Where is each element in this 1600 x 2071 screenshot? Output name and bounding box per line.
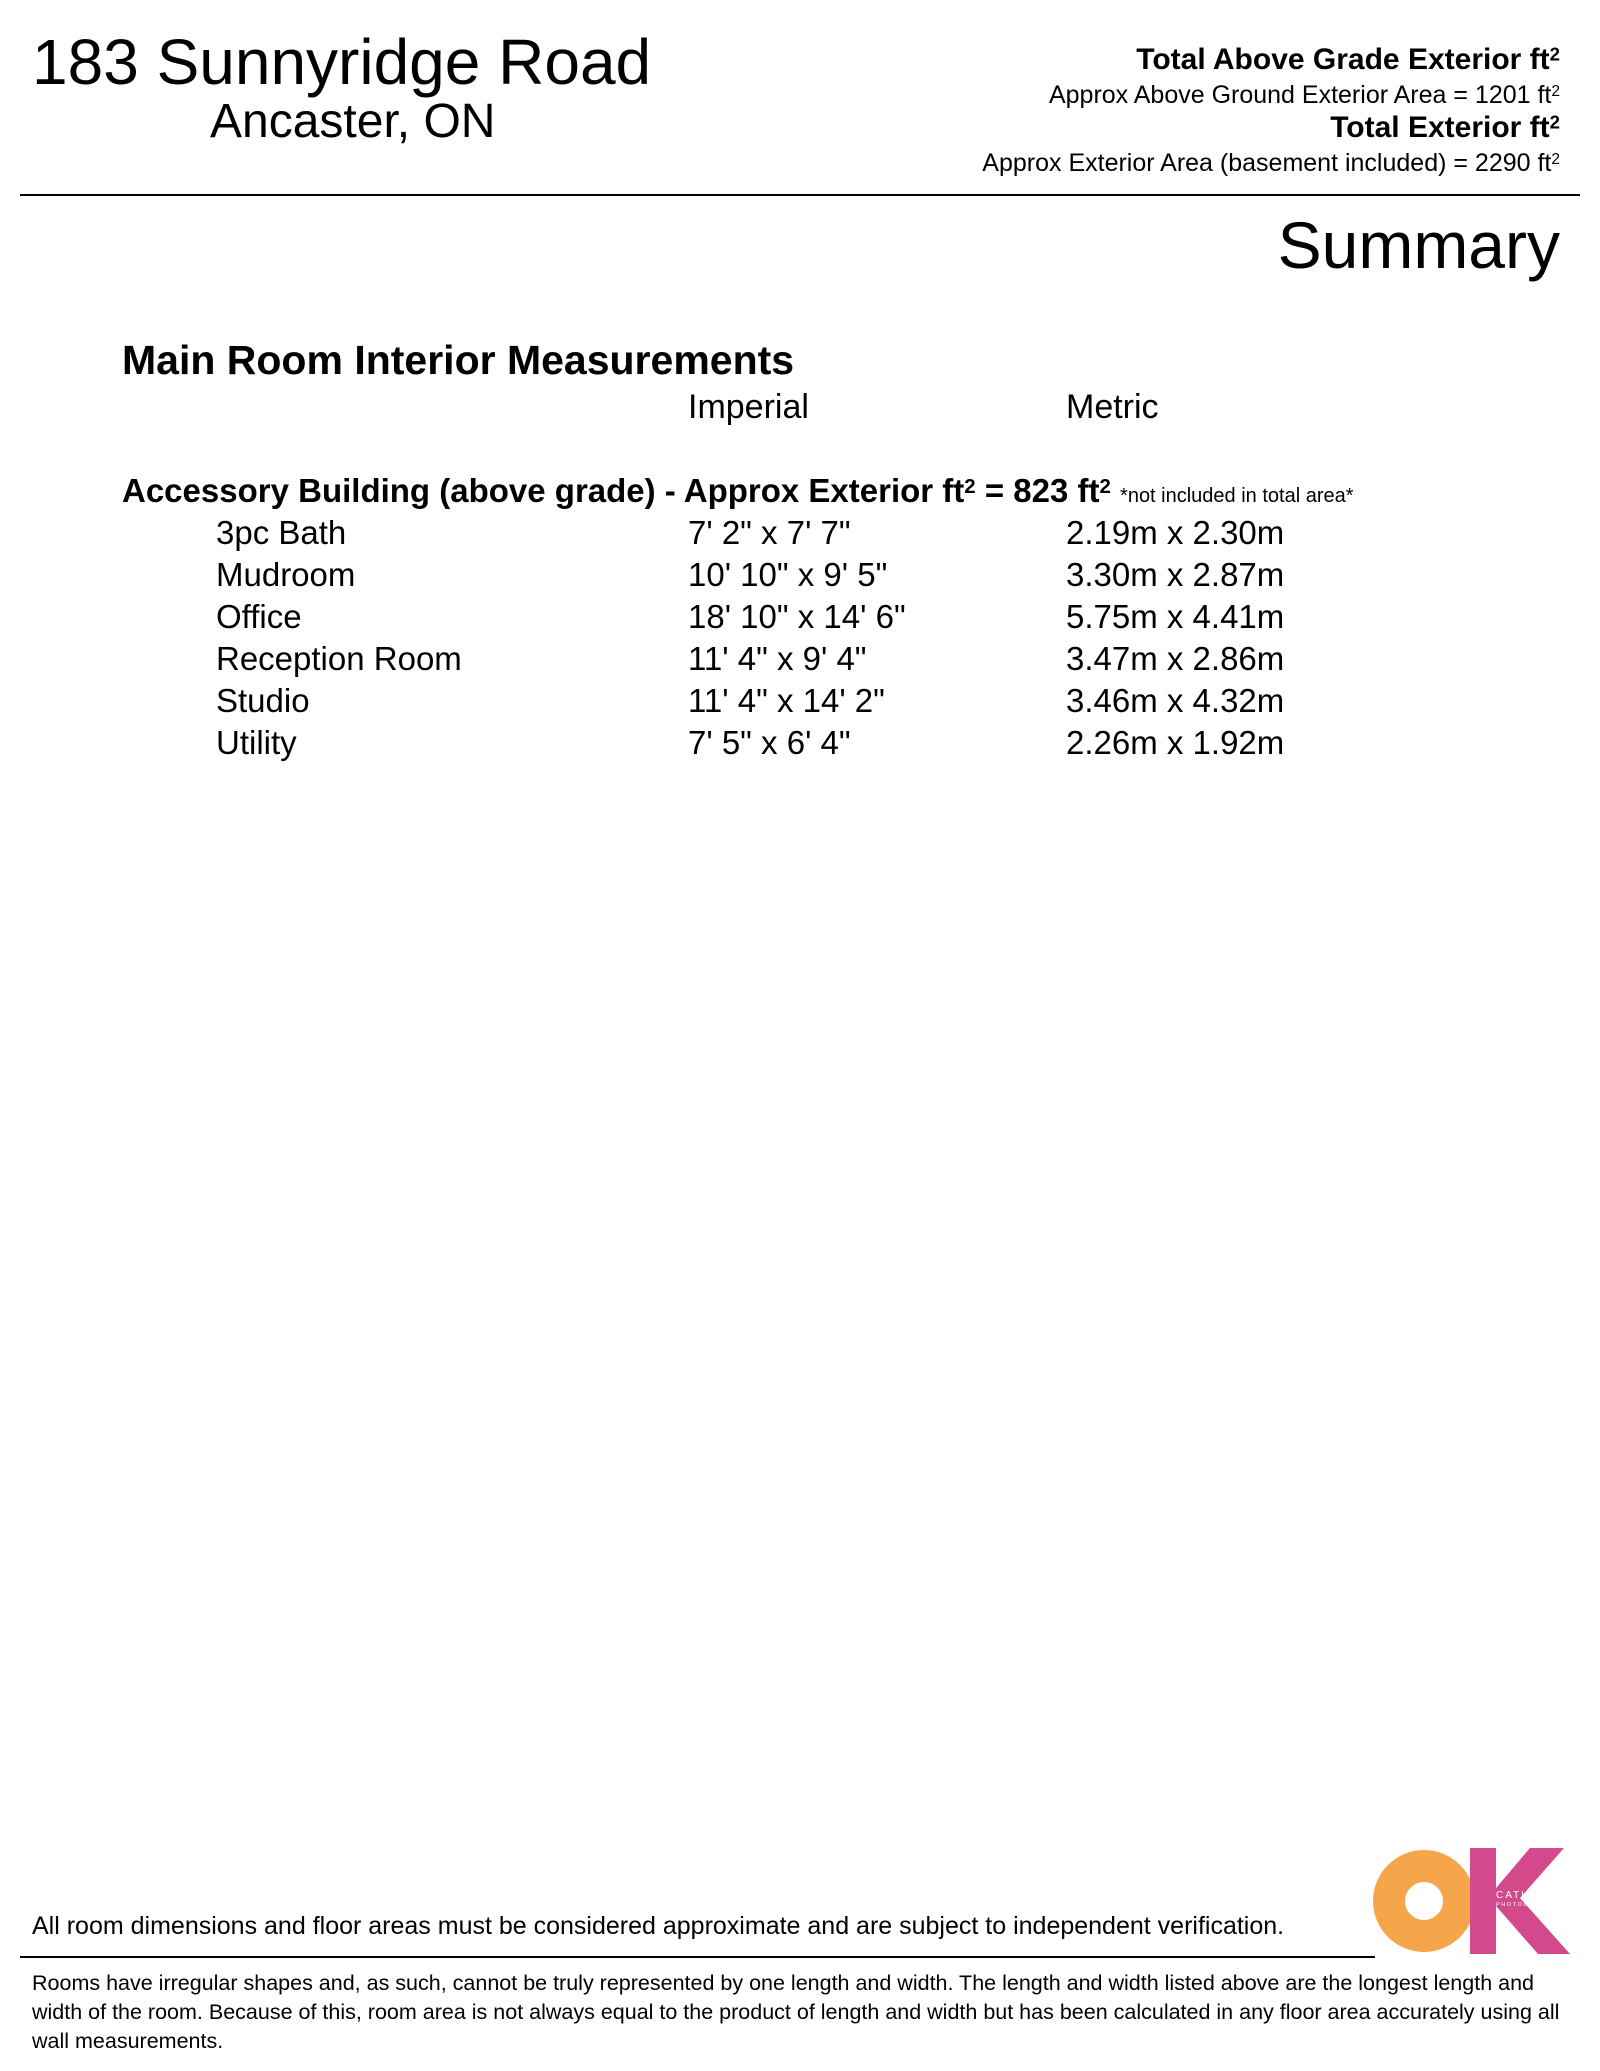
total-exterior-label: Total Exterior $ft^2$ <box>1330 111 1560 144</box>
cathy-koop-logo <box>1372 1848 1581 1954</box>
room-imperial: 11' 4" x 9' 4" <box>688 640 867 677</box>
building-note: *not included in total area* <box>1120 485 1354 507</box>
column-header-metric: Metric <box>1066 388 1159 426</box>
table-row <box>0 600 1600 642</box>
room-name: 3pc Bath <box>216 514 347 551</box>
room-table <box>0 516 1600 768</box>
room-name: Office <box>216 598 302 635</box>
address-line-1: 183 Sunnyridge Road <box>32 26 652 98</box>
logo-text-line1: CATHY KOOP <box>1496 1890 1581 1901</box>
room-metric: 2.26m x 1.92m <box>1066 724 1285 761</box>
room-imperial: 18' 10" x 14' 6" <box>688 598 906 635</box>
room-metric: 3.46m x 4.32m <box>1066 682 1285 719</box>
room-metric: 3.47m x 2.86m <box>1066 640 1285 677</box>
room-imperial: 7' 2" x 7' 7" <box>688 514 851 551</box>
logo-text-line2: PHOTOGRAPHY <box>1496 1902 1557 1908</box>
section-title: Main Room Interior Measurements <box>122 337 795 383</box>
footer-divider <box>20 1956 1375 1958</box>
table-row <box>0 726 1600 768</box>
room-imperial: 10' 10" x 9' 5" <box>688 556 888 593</box>
disclaimer-paragraph: Rooms have irregular shapes and, as such, cannot be truly represented by one length and width. The length and width listed above are the longest length and width of the room. Because of this, room area is not always equal to the product of length and width but has been calculated in any floor area accurately using all wall measurements. <box>32 1971 1560 2053</box>
room-name: Studio <box>216 682 310 719</box>
room-imperial: 7' 5" x 6' 4" <box>688 724 851 761</box>
room-metric: 5.75m x 4.41m <box>1066 598 1285 635</box>
room-name: Mudroom <box>216 556 356 593</box>
page-title: Summary <box>1277 208 1560 282</box>
room-name: Reception Room <box>216 640 462 677</box>
room-metric: 2.19m x 2.30m <box>1066 514 1285 551</box>
logo-o-shape <box>1389 1866 1459 1936</box>
above-ground-area: Approx Above Ground Exterior Area = 1201 $ft^2$ <box>1048 81 1560 109</box>
table-row <box>0 684 1600 726</box>
header-divider <box>20 194 1580 196</box>
exterior-area: Approx Exterior Area (basement included) = 2290 $ft^2$ <box>982 149 1560 177</box>
table-row <box>0 642 1600 684</box>
column-header-imperial: Imperial <box>688 388 809 426</box>
room-imperial: 11' 4" x 14' 2" <box>688 682 885 719</box>
total-above-grade-label: Total Above Grade Exterior $ft^2$ <box>1136 43 1560 76</box>
room-name: Utility <box>216 724 297 761</box>
table-row <box>0 558 1600 600</box>
building-title: Accessory Building (above grade) - Approx Exterior $ft^2 = 823$ $ft^2$ *not included in total area* <box>122 472 1354 509</box>
disclaimer-line: All room dimensions and floor areas must be considered approximate and are subject to independent verification. <box>32 1912 1285 1940</box>
table-row <box>0 516 1600 558</box>
address-line-2: Ancaster, ON <box>210 95 496 148</box>
room-metric: 3.30m x 2.87m <box>1066 556 1285 593</box>
logo-k-shape <box>1470 1848 1570 1954</box>
